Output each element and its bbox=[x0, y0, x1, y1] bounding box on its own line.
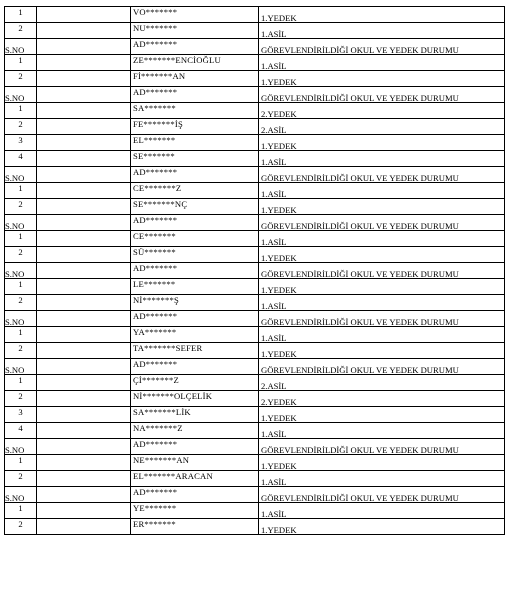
name-cell: ER******* bbox=[131, 519, 259, 535]
section-header-row bbox=[5, 311, 505, 327]
header-status-cell: GÖREVLENDİRİLDİĞİ OKUL VE YEDEK DURUMU bbox=[259, 487, 505, 503]
blank-cell bbox=[37, 39, 131, 55]
table-row bbox=[5, 7, 505, 23]
header-sno-cell: S.NO bbox=[5, 439, 37, 455]
blank-cell bbox=[37, 135, 131, 151]
sno-cell: 2 bbox=[5, 199, 37, 215]
sno-cell: 2 bbox=[5, 391, 37, 407]
header-status-cell: GÖREVLENDİRİLDİĞİ OKUL VE YEDEK DURUMU bbox=[259, 311, 505, 327]
table-row bbox=[5, 135, 505, 151]
status-cell: 1.YEDEK bbox=[259, 519, 505, 535]
sno-cell: 1 bbox=[5, 7, 37, 23]
section-header-row bbox=[5, 439, 505, 455]
table-row bbox=[5, 423, 505, 439]
blank-cell bbox=[37, 375, 131, 391]
blank-cell bbox=[37, 327, 131, 343]
header-sno-cell: S.NO bbox=[5, 167, 37, 183]
status-cell: 2.ASİL bbox=[259, 375, 505, 391]
status-cell: 1.ASİL bbox=[259, 183, 505, 199]
header-name-cell: AD******* bbox=[131, 487, 259, 503]
section-header-row bbox=[5, 87, 505, 103]
sno-cell: 1 bbox=[5, 327, 37, 343]
header-status-cell: GÖREVLENDİRİLDİĞİ OKUL VE YEDEK DURUMU bbox=[259, 87, 505, 103]
sno-cell: 2 bbox=[5, 295, 37, 311]
name-cell: ZE*******ENCİOĞLU bbox=[131, 55, 259, 71]
sno-cell: 4 bbox=[5, 151, 37, 167]
status-cell: 1.ASİL bbox=[259, 55, 505, 71]
sno-cell: 1 bbox=[5, 103, 37, 119]
name-cell: TA*******SEFER bbox=[131, 343, 259, 359]
blank-cell bbox=[37, 439, 131, 455]
blank-cell bbox=[37, 279, 131, 295]
header-name-cell: AD******* bbox=[131, 167, 259, 183]
blank-cell bbox=[37, 23, 131, 39]
status-cell: 1.YEDEK bbox=[259, 343, 505, 359]
table-row bbox=[5, 231, 505, 247]
status-cell: 2.ASİL bbox=[259, 119, 505, 135]
table-row bbox=[5, 375, 505, 391]
header-sno-cell: S.NO bbox=[5, 487, 37, 503]
name-cell: CE******* bbox=[131, 231, 259, 247]
sno-cell: 1 bbox=[5, 279, 37, 295]
table-row bbox=[5, 279, 505, 295]
header-name-cell: AD******* bbox=[131, 87, 259, 103]
status-cell: 1.YEDEK bbox=[259, 247, 505, 263]
name-cell: SA*******LİK bbox=[131, 407, 259, 423]
blank-cell bbox=[37, 231, 131, 247]
name-cell: SE*******NÇ bbox=[131, 199, 259, 215]
section-header-row bbox=[5, 167, 505, 183]
status-cell: 1.YEDEK bbox=[259, 407, 505, 423]
sno-cell: 1 bbox=[5, 183, 37, 199]
header-sno-cell: S.NO bbox=[5, 311, 37, 327]
sno-cell: 3 bbox=[5, 135, 37, 151]
blank-cell bbox=[37, 359, 131, 375]
name-cell: EL*******ARACAN bbox=[131, 471, 259, 487]
status-cell: 1.YEDEK bbox=[259, 199, 505, 215]
status-cell: 1.YEDEK bbox=[259, 279, 505, 295]
blank-cell bbox=[37, 55, 131, 71]
sno-cell: 2 bbox=[5, 471, 37, 487]
status-cell: 1.ASİL bbox=[259, 295, 505, 311]
status-cell: 2.YEDEK bbox=[259, 391, 505, 407]
header-name-cell: AD******* bbox=[131, 359, 259, 375]
table-row bbox=[5, 503, 505, 519]
name-cell: Çİ*******Z bbox=[131, 375, 259, 391]
section-header-row bbox=[5, 215, 505, 231]
header-sno-cell: S.NO bbox=[5, 359, 37, 375]
status-cell: 2.YEDEK bbox=[259, 103, 505, 119]
name-cell: Fİ*******AN bbox=[131, 71, 259, 87]
name-cell: VO******* bbox=[131, 7, 259, 23]
table-row bbox=[5, 471, 505, 487]
assignment-table bbox=[4, 6, 505, 535]
table-row bbox=[5, 343, 505, 359]
name-cell: CE*******Z bbox=[131, 183, 259, 199]
section-header-row bbox=[5, 39, 505, 55]
sno-cell: 1 bbox=[5, 503, 37, 519]
blank-cell bbox=[37, 263, 131, 279]
blank-cell bbox=[37, 503, 131, 519]
section-header-row bbox=[5, 487, 505, 503]
table-row bbox=[5, 23, 505, 39]
status-cell: 1.YEDEK bbox=[259, 455, 505, 471]
name-cell: NU******* bbox=[131, 23, 259, 39]
blank-cell bbox=[37, 247, 131, 263]
name-cell: SÜ******* bbox=[131, 247, 259, 263]
table-row bbox=[5, 199, 505, 215]
blank-cell bbox=[37, 423, 131, 439]
name-cell: FE*******İŞ bbox=[131, 119, 259, 135]
status-cell: 1.ASİL bbox=[259, 423, 505, 439]
sno-cell: 1 bbox=[5, 55, 37, 71]
table-row bbox=[5, 247, 505, 263]
blank-cell bbox=[37, 151, 131, 167]
header-status-cell: GÖREVLENDİRİLDİĞİ OKUL VE YEDEK DURUMU bbox=[259, 167, 505, 183]
sno-cell: 1 bbox=[5, 375, 37, 391]
table-row bbox=[5, 455, 505, 471]
table-row bbox=[5, 183, 505, 199]
header-status-cell: GÖREVLENDİRİLDİĞİ OKUL VE YEDEK DURUMU bbox=[259, 215, 505, 231]
blank-cell bbox=[37, 455, 131, 471]
table-row bbox=[5, 519, 505, 535]
sno-cell: 1 bbox=[5, 455, 37, 471]
sno-cell: 2 bbox=[5, 119, 37, 135]
blank-cell bbox=[37, 391, 131, 407]
table-row bbox=[5, 55, 505, 71]
table-row bbox=[5, 119, 505, 135]
header-name-cell: AD******* bbox=[131, 439, 259, 455]
sno-cell: 2 bbox=[5, 23, 37, 39]
blank-cell bbox=[37, 487, 131, 503]
table-row bbox=[5, 391, 505, 407]
blank-cell bbox=[37, 71, 131, 87]
header-name-cell: AD******* bbox=[131, 311, 259, 327]
blank-cell bbox=[37, 471, 131, 487]
blank-cell bbox=[37, 215, 131, 231]
table-row bbox=[5, 295, 505, 311]
sno-cell: 2 bbox=[5, 519, 37, 535]
table-row bbox=[5, 327, 505, 343]
name-cell: Nİ*******OLÇELİK bbox=[131, 391, 259, 407]
blank-cell bbox=[37, 311, 131, 327]
table-row bbox=[5, 407, 505, 423]
name-cell: Nİ*******Ş bbox=[131, 295, 259, 311]
blank-cell bbox=[37, 167, 131, 183]
sno-cell: 2 bbox=[5, 247, 37, 263]
status-cell: 1.ASİL bbox=[259, 471, 505, 487]
table-row bbox=[5, 71, 505, 87]
header-sno-cell: S.NO bbox=[5, 263, 37, 279]
header-status-cell: GÖREVLENDİRİLDİĞİ OKUL VE YEDEK DURUMU bbox=[259, 39, 505, 55]
sno-cell: 4 bbox=[5, 423, 37, 439]
header-name-cell: AD******* bbox=[131, 39, 259, 55]
status-cell: 1.ASİL bbox=[259, 151, 505, 167]
name-cell: EL******* bbox=[131, 135, 259, 151]
sno-cell: 2 bbox=[5, 343, 37, 359]
table-row bbox=[5, 103, 505, 119]
blank-cell bbox=[37, 183, 131, 199]
status-cell: 1.ASİL bbox=[259, 503, 505, 519]
header-status-cell: GÖREVLENDİRİLDİĞİ OKUL VE YEDEK DURUMU bbox=[259, 359, 505, 375]
blank-cell bbox=[37, 343, 131, 359]
blank-cell bbox=[37, 7, 131, 23]
header-status-cell: GÖREVLENDİRİLDİĞİ OKUL VE YEDEK DURUMU bbox=[259, 439, 505, 455]
sno-cell: 3 bbox=[5, 407, 37, 423]
name-cell: LE******* bbox=[131, 279, 259, 295]
name-cell: YE******* bbox=[131, 503, 259, 519]
name-cell: YA******* bbox=[131, 327, 259, 343]
status-cell: 1.YEDEK bbox=[259, 135, 505, 151]
name-cell: SA******* bbox=[131, 103, 259, 119]
header-sno-cell: S.NO bbox=[5, 87, 37, 103]
blank-cell bbox=[37, 119, 131, 135]
blank-cell bbox=[37, 87, 131, 103]
blank-cell bbox=[37, 407, 131, 423]
header-name-cell: AD******* bbox=[131, 263, 259, 279]
status-cell: 1.YEDEK bbox=[259, 7, 505, 23]
sno-cell: 1 bbox=[5, 231, 37, 247]
table-row bbox=[5, 151, 505, 167]
blank-cell bbox=[37, 519, 131, 535]
header-name-cell: AD******* bbox=[131, 215, 259, 231]
status-cell: 1.ASİL bbox=[259, 23, 505, 39]
status-cell: 1.YEDEK bbox=[259, 71, 505, 87]
blank-cell bbox=[37, 103, 131, 119]
sno-cell: 2 bbox=[5, 71, 37, 87]
name-cell: NE*******AN bbox=[131, 455, 259, 471]
blank-cell bbox=[37, 295, 131, 311]
blank-cell bbox=[37, 199, 131, 215]
section-header-row bbox=[5, 359, 505, 375]
status-cell: 1.ASİL bbox=[259, 327, 505, 343]
header-sno-cell: S.NO bbox=[5, 215, 37, 231]
status-cell: 1.ASİL bbox=[259, 231, 505, 247]
name-cell: SE******* bbox=[131, 151, 259, 167]
header-status-cell: GÖREVLENDİRİLDİĞİ OKUL VE YEDEK DURUMU bbox=[259, 263, 505, 279]
name-cell: NA*******Z bbox=[131, 423, 259, 439]
header-sno-cell: S.NO bbox=[5, 39, 37, 55]
assignment-table-body bbox=[5, 7, 505, 535]
section-header-row bbox=[5, 263, 505, 279]
